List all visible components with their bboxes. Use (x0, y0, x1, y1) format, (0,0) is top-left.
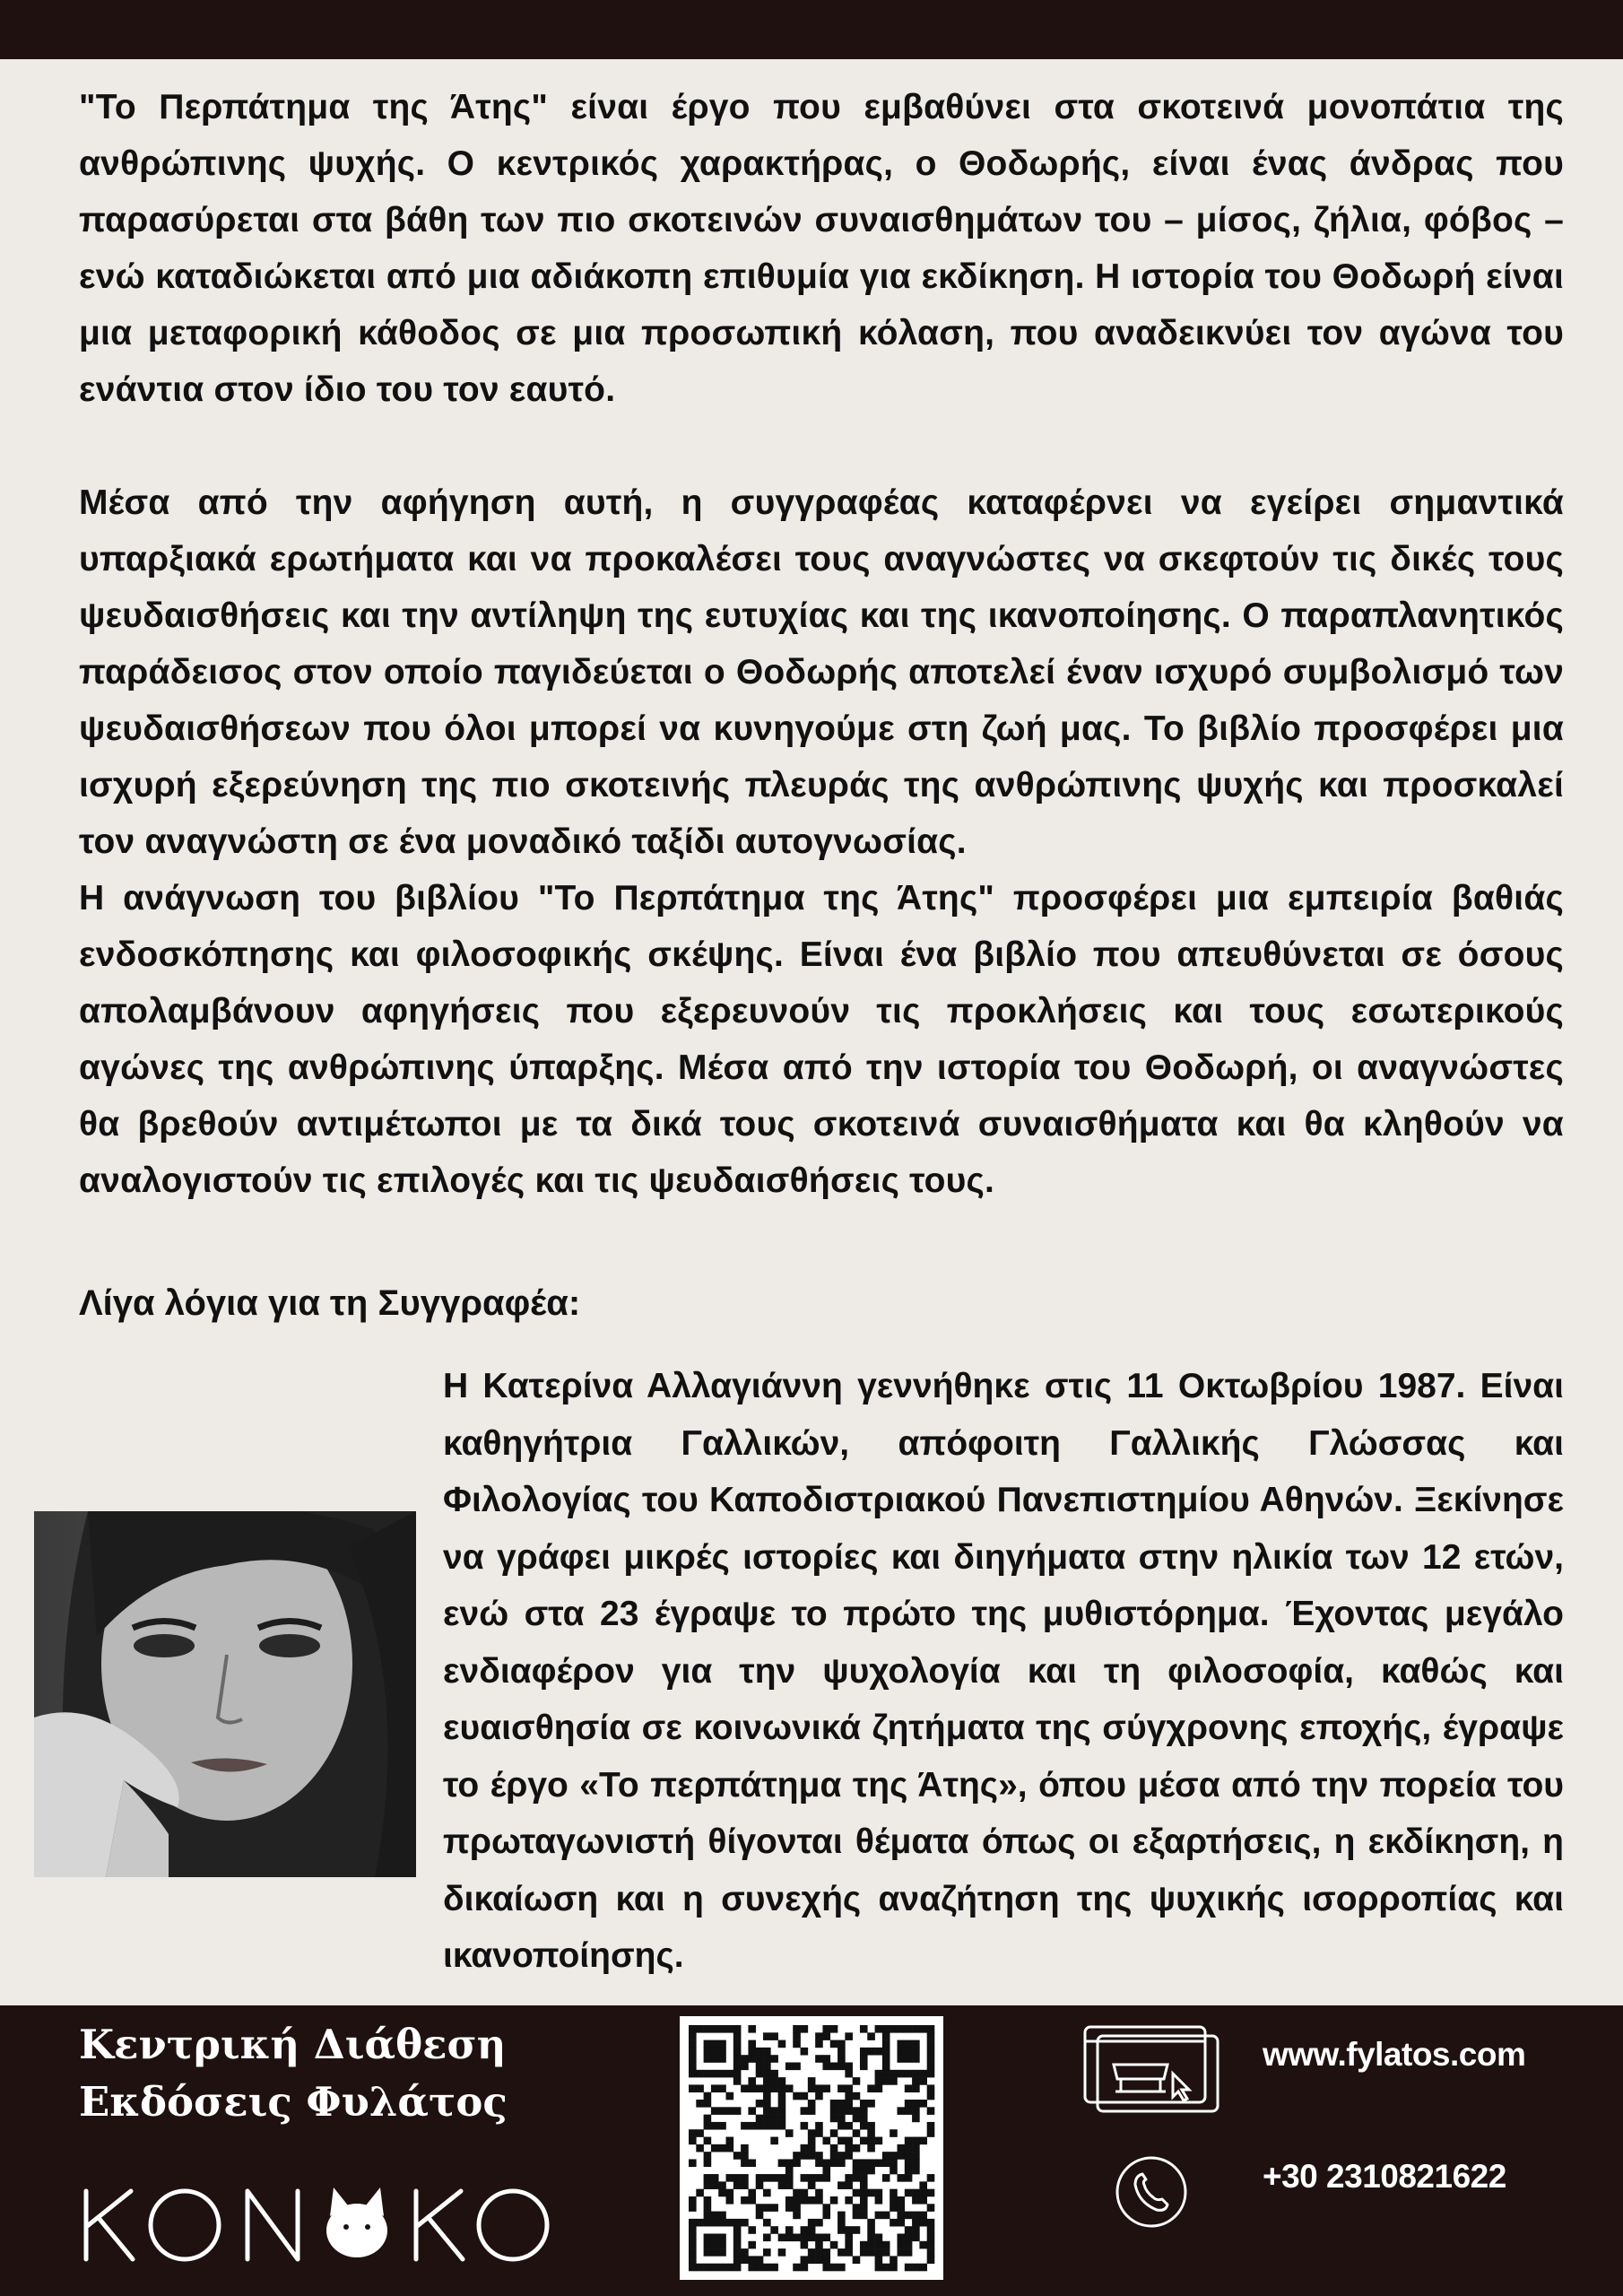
footer (0, 2005, 1623, 2296)
phone-number: +30 2310821622 (1263, 2158, 1506, 2195)
distribution-line-1: Κεντρική Διάθεση (79, 2021, 507, 2068)
qr-code[interactable] (680, 2016, 943, 2280)
description-section (79, 79, 1564, 1209)
description-paragraph-2: Μέσα από την αφήγηση αυτή, η συγγραφέας καταφέρνει να εγείρει σημαντικά υπαρξιακά ερωτήματα και να προκαλέσει τους αναγνώστες να σκεφτούν τις δικές τους ψευδαισθήσεις και την αντίληψη της ευτυχίας και της ικανοποίησης. Ο παραπλανητικός παράδεισος στον οποίο παγιδεύεται ο Θοδωρής αποτελεί έναν ισχυρό συμβολισμό των ψευδαισθήσεων που όλοι μπορεί να κυνηγούμε στη ζωή μας. Το βιβλίο προσφέρει μια ισχυρή εξερεύνηση της πιο σκοτεινής πλευράς της ανθρώπινης ψυχής και προσκαλεί τον αναγνώστη σε ένα μοναδικό ταξίδι αυτογνωσίας. (79, 483, 1564, 861)
koneko-logo (79, 2171, 554, 2270)
top-band (0, 0, 1623, 59)
description-paragraph-1: "Το Περπάτημα της Άτης" είναι έργο που εμβαθύνει στα σκοτεινά μονοπάτια της ανθρώπινης ψυχής. Ο κεντρικός χαρακτήρας, ο Θοδωρής, είναι ένας άνδρας που παρασύρεται στα βάθη των πιο σκοτεινών συναισθημάτων του – μίσος, ζήλια, φόβος – ενώ καταδιώκεται από μια αδιάκοπη επιθυμία για εκδίκηση. Η ιστορία του Θοδωρή είναι μια μεταφορική κάθοδος σε μια προσωπική κόλαση, που αναδεικνύει τον αγώνα του ενάντια στον ίδιο του τον εαυτό. (79, 88, 1564, 409)
phone-icon (1112, 2152, 1191, 2236)
website-link[interactable]: www.fylatos.com (1263, 2036, 1526, 2073)
description-paragraph-3: Η ανάγνωση του βιβλίου "Το Περπάτημα της Άτης" προσφέρει μια εμπειρία βαθιάς ενδοσκόπησης και φιλοσοφικής σκέψης. Είναι ένα βιβλίο που απευθύνεται σε όσους απολαμβάνουν αφηγήσεις που εξερευνούν τις προκλήσεις και τους εσωτερικούς αγώνες της ανθρώπινης ύπαρξης. Μέσα από την ιστορία του Θοδωρή, οι αναγνώστες θα βρεθούν αντιμέτωποι με τα δικά τους σκοτεινά συναισθήματα και θα κληθούν να αναλογιστούν τις επιλογές και τις ψευδαισθήσεις τους. (79, 879, 1564, 1200)
author-photo (34, 1511, 416, 1877)
author-bio: Η Κατερίνα Αλλαγιάννη γεννήθηκε στις 11 Οκτωβρίου 1987. Είναι καθηγήτρια Γαλλικών, απόφοιτη Γαλλικής Γλώσσας και Φιλολογίας του Καποδιστριακού Πανεπιστημίου Αθηνών. Ξεκίνησε να γράφει μικρές ιστορίες και διηγήματα στην ηλικία των 12 ετών, ενώ στα 23 έγραψε το πρώτο της μυθιστόρημα. Έχοντας μεγάλο ενδιαφέρον για την ψυχολογία και τη φιλοσοφία, καθώς και ευαισθησία σε κοινωνικά ζητήματα της σύγχρονης εποχής, έγραψε το έργο «Το περπάτημα της Άτης», όπου μέσα από την πορεία του πρωταγωνιστή θίγονται θέματα όπως οι εξαρτήσεις, η εκδίκηση, η δικαίωση και η συνεχής αναζήτηση της ψυχικής ισορροπίας και ικανοποίησης. (443, 1367, 1564, 1975)
distribution-line-2: Εκδόσεις Φυλάτος (79, 2078, 508, 2126)
online-shop-icon (1081, 2023, 1221, 2119)
author-heading: Λίγα λόγια για τη Συγγραφέα: (79, 1283, 581, 1323)
